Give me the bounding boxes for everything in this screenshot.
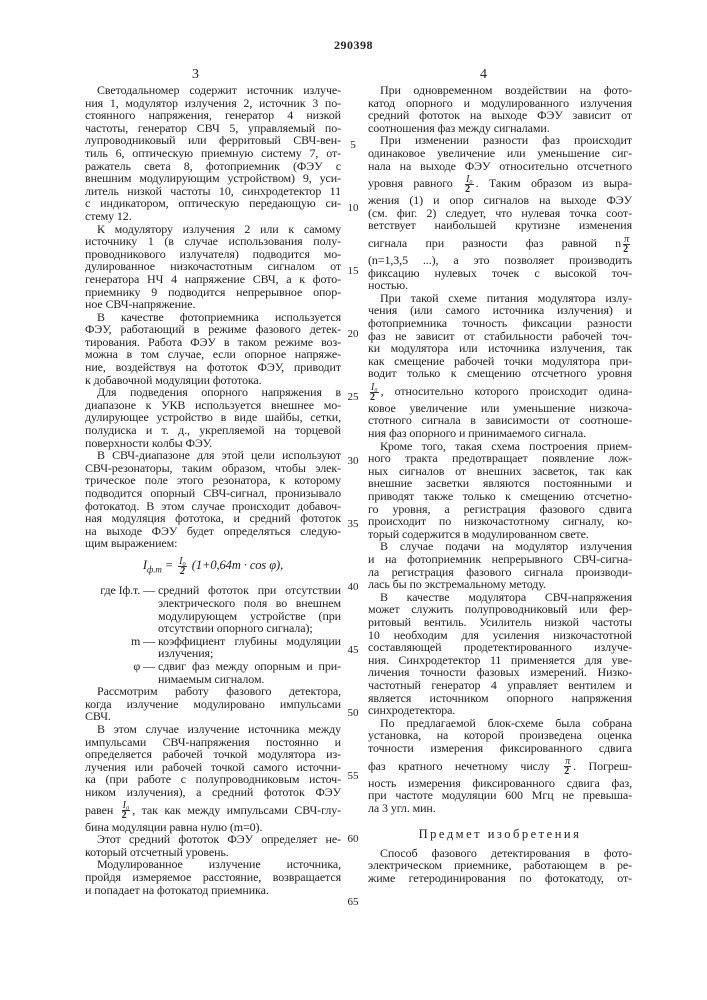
fraction-numerator: I₀ <box>465 175 474 185</box>
text-line: как смещение рабочей точки модулятора при- <box>368 355 632 368</box>
text-line <box>368 232 632 254</box>
text-line: точности измерения фиксированного сдвига <box>368 742 632 755</box>
line-number: 45 <box>344 644 362 656</box>
definition-body <box>158 584 341 634</box>
fraction-numerator: I₀ <box>178 557 187 567</box>
text-line: и попадает на фотокатод приемника. <box>85 884 341 897</box>
text-line: (см. фиг. 2) следует, что нулевая точка соот- <box>368 207 632 220</box>
line-number: 65 <box>344 896 362 908</box>
text-line: ветствует наибольшей крутизне изменения <box>368 219 632 232</box>
line-number: 55 <box>344 770 362 782</box>
paragraph <box>368 717 632 815</box>
paragraph <box>368 591 632 717</box>
text-segment: уровня равного <box>368 176 463 190</box>
text-line: средний фототок при отсутствии <box>158 584 341 597</box>
definition-row <box>85 635 341 660</box>
text-line: (n=1,3,5 ...), а это позволяет производить <box>368 254 632 267</box>
line-number: 60 <box>344 833 362 845</box>
text-line: К модулятору излучения 2 или к самому <box>85 223 341 236</box>
paragraph <box>85 386 341 449</box>
text-line: жения (1) и опор сигналов на выходе ФЭУ <box>368 194 632 207</box>
text-line: щим выражением: <box>85 537 341 550</box>
text-line: частотный генератор 4 управляет вентилем и <box>368 679 632 692</box>
text-line: В качестве модулятора СВЧ-напряжения <box>368 591 632 604</box>
text-line: 10 необходим для усиления низкочастотной <box>368 629 632 642</box>
text-line: бина модуляции равна нулю (m=0). <box>85 821 341 834</box>
text-line: который отсчетный уровень. <box>85 846 341 859</box>
fraction-denominator: 2 <box>122 811 131 820</box>
text-line: к добавочной модуляции фототока. <box>85 374 341 387</box>
text-line: фиксацию нулевых точек с высокой точ- <box>368 267 632 280</box>
paragraph <box>85 223 341 311</box>
paragraph <box>85 84 341 223</box>
text-line: Способ фазового детектирования в фото- <box>368 847 632 860</box>
text-line: ния фаз опорного и принимаемого сигнала. <box>368 427 632 440</box>
text-line: В качестве фотоприемника используется <box>85 311 341 324</box>
text-segment: , относительно которого происходит одина- <box>381 384 632 398</box>
line-number: 15 <box>344 265 362 277</box>
text-line: является источником опорного напряжения <box>368 692 632 705</box>
text-line: катод опорного и модулированного излучения <box>368 97 632 110</box>
text-line: СВЧ-резонаторы, таким образом, чтобы элек- <box>85 462 341 475</box>
text-line: ником излучения), а средний фототок ФЭУ <box>85 786 341 799</box>
text-line: Светодальномер содержит источник излуче- <box>85 84 341 97</box>
text-line: сдвиг фаз между опорным и при- <box>158 660 341 673</box>
definition-body <box>158 660 341 685</box>
text-line: торый содержится в модулированном свете. <box>368 528 632 541</box>
formula-1 <box>85 550 341 585</box>
line-number: 50 <box>344 707 362 719</box>
text-line: можна в том случае, если опорное напряже- <box>85 348 341 361</box>
text-line: генератора НЧ 4 напряжение СВЧ, а к фото- <box>85 273 341 286</box>
left-text-column <box>85 84 341 896</box>
paragraph <box>368 134 632 291</box>
text-line: СВЧ. <box>85 710 341 723</box>
text-line: установка, на которой произведена оценка <box>368 729 632 742</box>
text-line: По предлагаемой блок-схеме была собрана <box>368 717 632 730</box>
line-number: 40 <box>344 581 362 593</box>
subscript: ф.т <box>147 564 162 574</box>
text-line: ных сигналов от внешних засветок, так как <box>368 465 632 478</box>
patent-number: 290398 <box>0 38 707 53</box>
text-line: литель низкой частоты 10, синхродетектор 11 <box>85 185 341 198</box>
paragraph <box>85 833 341 858</box>
paragraph <box>368 540 632 590</box>
text-line: ка (при работе с полупроводниковым источ- <box>85 773 341 786</box>
text-line: тиль 6, оптическую приемную систему 7, от- <box>85 147 341 160</box>
text-line: водит только к смещению отсчетного уровня <box>368 367 632 380</box>
text-line: нимаемым сигналом. <box>158 673 341 686</box>
text-line: коэффициент глубины модуляции <box>158 635 341 648</box>
paragraph <box>85 858 341 896</box>
text-line: частоты, генератор СВЧ 5, управляемый по- <box>85 122 341 135</box>
definition-term: φ — <box>85 660 158 685</box>
text-line: лучения или рабочей точкой самого источни- <box>85 761 341 774</box>
line-number: 25 <box>344 391 362 403</box>
text-line: лась бы по экстремальному методу. <box>368 578 632 591</box>
text-segment: равен <box>85 803 120 817</box>
text-line: источнику 1 (в случае использования полу- <box>85 235 341 248</box>
text-line: ность измерения фиксированного сдвига фаз, <box>368 777 632 790</box>
text-segment: . Погреш- <box>573 759 632 773</box>
text-line: ное СВЧ-напряжение. <box>85 298 341 311</box>
page-number-right: 4 <box>480 67 487 83</box>
definition-body <box>158 635 341 660</box>
paragraph <box>368 440 632 541</box>
text-line: электрическом приемнике, работающем в ре- <box>368 859 632 872</box>
text-line: ния 1, модулятор излучения 2, источник 3 по- <box>85 97 341 110</box>
line-number: 20 <box>344 328 362 340</box>
text-line: приводят также только к смещению отсчетно- <box>368 490 632 503</box>
fraction-numerator: π <box>564 757 571 767</box>
text-line: ние, воздействуя на фототок ФЭУ, приводит <box>85 361 341 374</box>
fraction-numerator: π <box>623 235 630 245</box>
text-line: может служить полупроводниковый или фер- <box>368 603 632 616</box>
text-line: личения точности фазовых измерений. Низко- <box>368 666 632 679</box>
line-number: 10 <box>344 202 362 214</box>
text-line: дулирующее устройство в виде шайбы, сетки, <box>85 411 341 424</box>
fraction <box>370 383 379 402</box>
text-line: ФЭУ, работающий в режиме фазового детек- <box>85 323 341 336</box>
text-line: ки модулятора или источника излучения, так <box>368 342 632 355</box>
text-segment: . Таким образом из выра- <box>476 176 632 190</box>
text-line: одинаковое увеличение или уменьшение сиг- <box>368 147 632 160</box>
text-line: синхродетектора. <box>368 704 632 717</box>
fraction-denominator: 2 <box>370 393 379 402</box>
paragraph <box>368 292 632 440</box>
fraction-denominator: 2 <box>564 767 571 776</box>
text-line: го уровня, а регистрация фазового сдвига <box>368 503 632 516</box>
text-line: При такой схеме питания модулятора излу- <box>368 292 632 305</box>
text-line: проводникового излучателя) подводится мо- <box>85 248 341 261</box>
text-line: чения (или самого источника излучения) и <box>368 304 632 317</box>
text-line <box>368 380 632 402</box>
text-line: тирования. Работа ФЭУ в таком режиме воз- <box>85 336 341 349</box>
page-number-left: 3 <box>192 67 199 83</box>
text-line: стоянного напряжения, генератор 4 низкой <box>85 109 341 122</box>
text-line <box>85 799 341 821</box>
text-line: ния. Синхродетектор 11 применяется для уве- <box>368 654 632 667</box>
text-line: внешним модулирующим устройством) 9, уси- <box>85 172 341 185</box>
text-line: полудиска и т. д., укрепляемой на торцевой <box>85 424 341 437</box>
text-line: ностью. <box>368 279 632 292</box>
text-line: Модулированное излучение источника, <box>85 858 341 871</box>
fraction-denominator: 2 <box>178 567 187 576</box>
line-number: 30 <box>344 455 362 467</box>
right-text-column <box>368 84 632 885</box>
text-line: ражатель света 8, фотоприемник (ФЭУ с <box>85 160 341 173</box>
text-line: Этот средний фототок ФЭУ определяет не- <box>85 833 341 846</box>
text-line: определяется рабочей точкой модулятора из- <box>85 748 341 761</box>
text-segment: (1+0,64m · cos φ), <box>189 558 283 572</box>
text-line: Для подведения опорного напряжения в <box>85 386 341 399</box>
text-line: внешние засветки являются постоянными и <box>368 477 632 490</box>
definition-row <box>85 660 341 685</box>
text-line: при частоте модуляции 600 Мгц не превыша- <box>368 789 632 802</box>
text-line: трическое поле этого резонатора, к которому <box>85 474 341 487</box>
fraction-numerator: I₀ <box>370 383 379 393</box>
section-heading: Предмет изобретения <box>368 828 632 841</box>
fraction-denominator: 2 <box>465 185 474 194</box>
text-segment: сигнала при разности фаз равной n <box>368 236 621 250</box>
fraction <box>122 801 131 820</box>
definition-term: m — <box>85 635 158 660</box>
paragraph <box>85 723 341 833</box>
line-number: 5 <box>344 139 362 151</box>
fraction-numerator: I₀ <box>122 801 131 811</box>
definition-term: где Iф.т. — <box>85 584 158 634</box>
text-line: ного тракта предотвращает появление лож- <box>368 452 632 465</box>
fraction <box>465 175 474 194</box>
text-line: когда излучение модулировано импульсами <box>85 698 341 711</box>
line-number: 35 <box>344 518 362 530</box>
text-line: Кроме того, такая схема построения прием- <box>368 440 632 453</box>
text-line: нала на выходе ФЭУ относительно отсчетного <box>368 160 632 173</box>
paragraph <box>85 449 341 550</box>
text-line: поверхности колбы ФЭУ. <box>85 437 341 450</box>
text-line: фотокатод. В этом случае происходит добавоч- <box>85 500 341 513</box>
text-line: фотоприемника точность фиксации разности <box>368 317 632 330</box>
text-line: подводится опорный СВЧ-сигнал, пронизывало <box>85 487 341 500</box>
text-line: жиме гетеродинирования по фотокатоду, от- <box>368 872 632 885</box>
text-line: Рассмотрим работу фазового детектора, <box>85 685 341 698</box>
text-segment: = <box>162 558 176 572</box>
text-line: с индикатором, оптическую передающую си- <box>85 197 341 210</box>
text-line: При одновременном воздействии на фото- <box>368 84 632 97</box>
text-line: приемнику 9 подводится непрерывное опор- <box>85 286 341 299</box>
text-line <box>368 755 632 777</box>
text-line: При изменении разности фаз происходит <box>368 134 632 147</box>
text-line: дулированное низкочастотным сигналом от <box>85 260 341 273</box>
text-line: импульсами СВЧ-напряжения постоянно и <box>85 736 341 749</box>
text-line: ла регистрация фазового сигнала производи- <box>368 566 632 579</box>
text-line: электрического поля во внешнем <box>158 597 341 610</box>
text-line: на выходе ФЭУ будет определяться следую- <box>85 525 341 538</box>
text-line: излучения; <box>158 647 341 660</box>
text-line: лупроводниковый или ферритовый СВЧ-вен- <box>85 134 341 147</box>
text-line: В этом случае излучение источника между <box>85 723 341 736</box>
text-line: фаз не зависит от стабильности рабочей точ- <box>368 330 632 343</box>
text-line: составляющей продетектированного излуче- <box>368 641 632 654</box>
text-line: стему 12. <box>85 210 341 223</box>
text-line: ритовый вентиль. Усилитель низкой частоты <box>368 616 632 629</box>
paragraph <box>85 311 341 387</box>
text-segment: фаз кратного нечетному числу <box>368 759 562 773</box>
paragraph <box>368 84 632 134</box>
text-line: пройдя измеряемое расстояние, возвращается <box>85 871 341 884</box>
paragraph <box>368 847 632 885</box>
text-line: соотношения фаз между сигналами. <box>368 122 632 135</box>
text-line: В СВЧ-диапазоне для этой цели используют <box>85 449 341 462</box>
text-line: ная модуляция фототока, и средний фототок <box>85 512 341 525</box>
paragraph <box>85 685 341 723</box>
text-line: ла 3 угл. мин. <box>368 802 632 815</box>
text-line: ковое увеличение или уменьшение низкоча- <box>368 402 632 415</box>
text-line: происходит по низкочастотному сигналу, ко- <box>368 515 632 528</box>
text-line: и на фотоприемник непрерывного СВЧ-сигна- <box>368 553 632 566</box>
text-line: модулирующем устройстве (при <box>158 610 341 623</box>
fraction <box>178 557 187 576</box>
fraction <box>623 235 630 254</box>
text-segment: I <box>143 558 147 572</box>
text-line: стотного сигнала в зависимости от соотноше- <box>368 414 632 427</box>
fraction <box>564 757 571 776</box>
text-line: В случае подачи на модулятор излучения <box>368 540 632 553</box>
text-line: средний фототок на выходе ФЭУ зависит от <box>368 109 632 122</box>
text-line: диапазоне к УКВ используется внешнее мо- <box>85 399 341 412</box>
text-line <box>368 172 632 194</box>
fraction-denominator: 2 <box>623 245 630 254</box>
text-line: отсутствии опорного сигнала); <box>158 622 341 635</box>
text-segment: , так как между импульсами СВЧ-глу- <box>132 803 341 817</box>
definition-row <box>85 584 341 634</box>
